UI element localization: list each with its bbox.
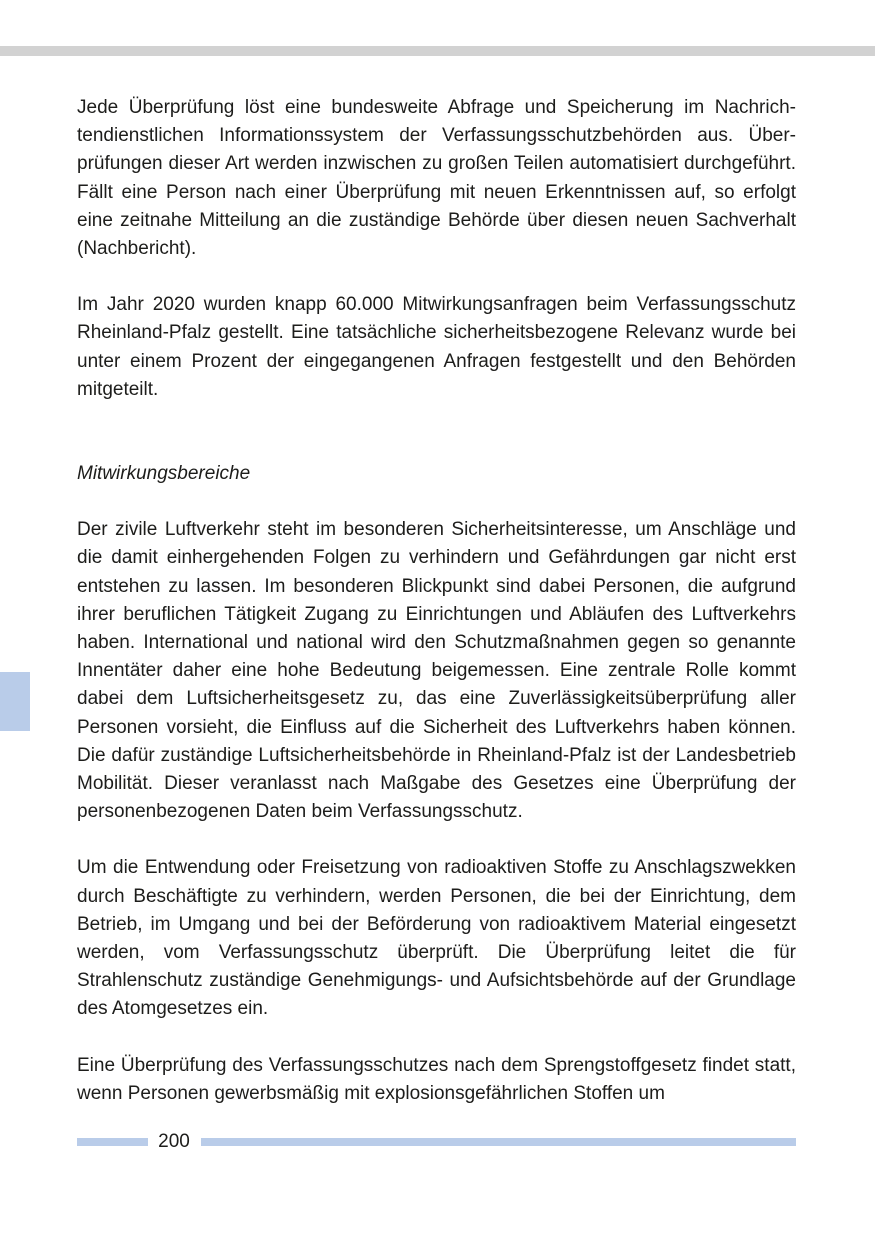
chapter-side-tab [0,672,30,731]
page-body [77,94,796,1136]
page-footer [77,1128,796,1156]
paragraph: Der zivile Luftverkehr steht im besonderen Sicherheitsinteresse, um Anschläge und die damit einhergehenden Folgen zu verhindern und Gefährdungen gar nicht erst entstehen zu lassen. Im besonderen Blickpunkt sind dabei Personen, die aufgrund ihrer beruflichen Tätigkeit Zugang zu Einrichtungen und Abläufen des Luftverkehrs haben. International und national wird den Schutzmaßnahmen gegen so genannte Innentäter daher eine hohe Bedeutung beigemessen. Eine zentrale Rolle kommt dabei dem Luftsicherheitsgesetz zu, das eine Zuverlässigkeitsüberprüfung aller Personen vorsieht, die Einfluss auf die Sicherheit des Luftverkehrs haben können. Die dafür zuständige Luftsicherheitsbehörde in Rheinland-Pfalz ist der Landesbetrieb Mobilität. Dieser veranlasst nach Maßgabe des Gesetzes eine Überprüfung der personenbezogenen Daten beim Verfassungsschutz. [77,519,796,823]
page-number: 200 [158,1131,190,1152]
paragraph: Jede Überprüfung löst eine bundesweite Abfrage und Speicherung im Nachrichtendienstlichen Informationssystem der Verfassungsschutzbehörden aus. Überprüfungen dieser Art werden inzwischen zu großen Teilen automatisiert durchgeführt. Fällt eine Person nach einer Überprüfung mit neuen Erkenntnissen auf, so erfolgt eine zeitnahe Mitteilung an die zuständige Behörde über diesen neuen Sachverhalt (Nachbericht). [77,97,796,260]
footer-bar-left [77,1138,148,1146]
paragraph: Eine Überprüfung des Verfassungsschutzes nach dem Sprengstoffgesetz findet statt, wenn Personen gewerbsmäßig mit explosionsgefährlichen Stoffen um [77,1054,796,1104]
paragraph: Im Jahr 2020 wurden knapp 60.000 Mitwirkungsanfragen beim Verfassungsschutz Rheinland-Pfalz gestellt. Eine tatsächliche sicherheitsbezogene Relevanz wurde bei unter einem Prozent der eingegangenen Anfragen festgestellt und den Behörden mitgeteilt. [77,294,796,400]
paragraph: Um die Entwendung oder Freisetzung von radioaktiven Stoffe zu Anschlagszwekken durch Beschäftigte zu verhindern, werden Personen, die bei der Einrichtung, dem Betrieb, im Umgang und bei der Beförderung von radioaktivem Material eingesetzt werden, vom Verfassungsschutz überprüft. Die Überprüfung leitet die für Strahlenschutz zuständige Genehmigungs- und Aufsichtsbehörde auf der Grundlage des Atomgesetzes ein. [77,857,796,1020]
section-heading: Mitwirkungsbereiche [77,463,251,485]
footer-bar-right [201,1138,796,1146]
top-rule [0,46,875,56]
